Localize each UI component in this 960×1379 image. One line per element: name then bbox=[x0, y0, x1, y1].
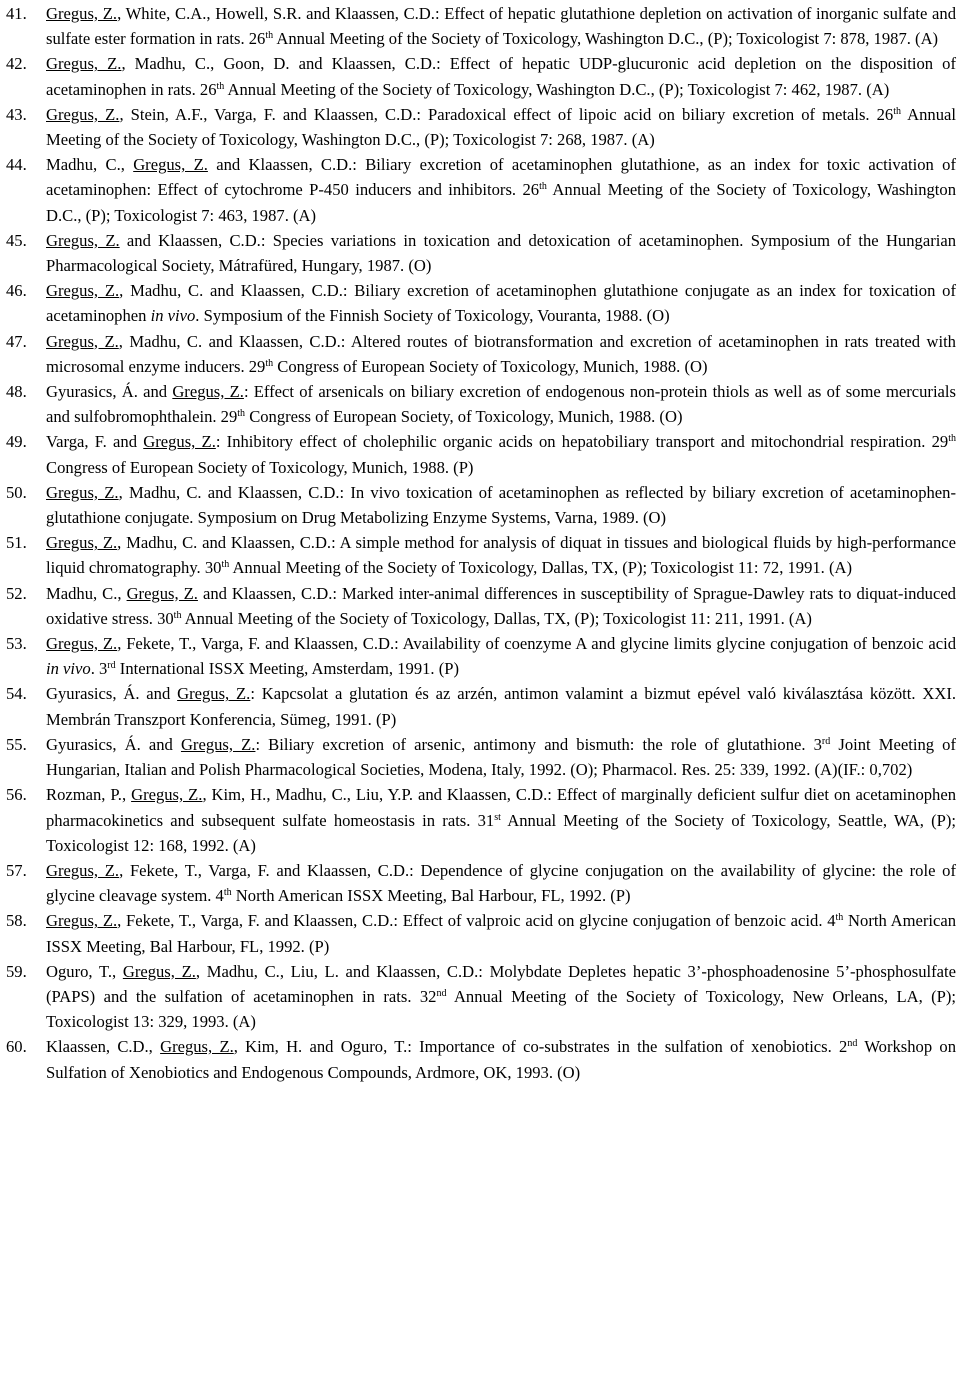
publication-entry bbox=[6, 530, 956, 580]
citation-text: , Madhu, C. and Klaassen, C.D.: In vivo toxication of acetaminophen as reflected by biliary excretion of acetaminophen-glutathione conjugate. Symposium on Drug Metabolizing Enzyme Systems, Varna, 1989. (O) bbox=[46, 482, 956, 528]
entry-number: 52. bbox=[6, 583, 27, 603]
citation-text: : Kapcsolat a glutation és az arzén, antimon valamint a bizmut epével való kiválasztása között. XXI. Membrán Transzport Konferencia, Sümeg, 1991. (P) bbox=[46, 684, 956, 729]
entry-citation bbox=[46, 152, 956, 228]
citation-text: and Klaassen, C.D.: Marked inter-animal differences in susceptibility of Sprague-Dawley rats to diquat-induced oxidative stress. 30 bbox=[46, 583, 956, 628]
entry-number: 57. bbox=[6, 860, 27, 880]
ordinal-suffix: rd bbox=[821, 735, 831, 747]
citation-text: Madhu, C., bbox=[46, 155, 134, 175]
publication-list bbox=[6, 1, 956, 1085]
publication-entry bbox=[6, 51, 956, 101]
underlined-author: Gregus, Z. bbox=[46, 4, 118, 23]
publication-entry bbox=[6, 102, 956, 152]
underlined-author: Gregus, Z. bbox=[133, 155, 208, 175]
ordinal-suffix: th bbox=[237, 408, 246, 420]
citation-text: : Biliary excretion of arsenic, antimony and bismuth: the role of glutathione. 3 bbox=[255, 734, 822, 754]
underlined-author: Gregus, Z. bbox=[46, 533, 118, 553]
citation-text: Annual Meeting of the Society of Toxicology, Washington D.C., (P); Toxicologist 7: 463, 1987. (A) bbox=[46, 180, 956, 225]
citation-text: , Madhu, C., Goon, D. and Klaassen, C.D.: Effect of hepatic UDP-glucuronic acid depletion on the disposition of acetaminophen in rats. 26 bbox=[46, 54, 956, 99]
entry-citation bbox=[46, 480, 956, 530]
ordinal-suffix: st bbox=[494, 811, 501, 823]
ordinal-suffix: nd bbox=[436, 987, 447, 999]
ordinal-suffix: th bbox=[221, 559, 230, 571]
publication-entry bbox=[6, 329, 956, 379]
citation-text: , Madhu, C. and Klaassen, C.D.: A simple method for analysis of diquat in tissues and biological fluids by high-performance liquid chromatography. 30 bbox=[46, 533, 956, 578]
publication-entry bbox=[6, 278, 956, 328]
entry-citation bbox=[46, 379, 956, 429]
ordinal-suffix: th bbox=[173, 609, 182, 621]
ordinal-suffix: th bbox=[216, 80, 225, 92]
entry-citation bbox=[46, 102, 956, 152]
underlined-author: Gregus, Z. bbox=[143, 432, 216, 452]
citation-text: : Effect of arsenicals on biliary excretion of endogenous non-protein thiols as well as of some mercurials and sulfobromophthalein. 29 bbox=[46, 382, 956, 427]
entry-number: 41. bbox=[6, 4, 27, 23]
entry-number: 53. bbox=[6, 634, 27, 654]
citation-text: Gyurasics, Á. and bbox=[46, 382, 173, 402]
citation-text: Gyurasics, Á. and bbox=[46, 734, 181, 754]
entry-number: 60. bbox=[6, 1037, 27, 1057]
citation-text: : Inhibitory effect of cholephilic organic acids on hepatobiliary transport and mitochondrial respiration. 29 bbox=[215, 432, 949, 452]
citation-text: , Kim, H., Madhu, C., Liu, Y.P. and Klaassen, C.D.: Effect of marginally deficient sulfur diet on acetaminophen pharmacokinetics and subsequent sulfate homeostasis in rats. 31 bbox=[46, 785, 956, 830]
publication-entry bbox=[6, 908, 956, 958]
entry-citation bbox=[46, 858, 956, 908]
entry-number: 49. bbox=[6, 432, 27, 452]
citation-text: , Madhu, C. and Klaassen, C.D.: Biliary excretion of acetaminophen glutathione conjugate as an index for toxication of acetaminophen bbox=[46, 281, 956, 326]
ordinal-suffix: th bbox=[539, 181, 547, 193]
underlined-author: Gregus, Z. bbox=[46, 281, 120, 301]
italic-text: in vivo bbox=[46, 659, 91, 679]
citation-text: Rozman, P., bbox=[46, 785, 132, 805]
citation-text: , Stein, A.F., Varga, F. and Klaassen, C.D.: Paradoxical effect of lipoic acid on biliary excretion of metals. 26 bbox=[119, 104, 894, 124]
publication-entry bbox=[6, 429, 956, 479]
citation-text: Annual Meeting of the Society of Toxicology, Dallas, TX, (P); Toxicologist 11: 211, 1991. (A) bbox=[181, 608, 812, 628]
italic-text: in vivo bbox=[150, 306, 196, 326]
publication-entry bbox=[6, 228, 956, 278]
publication-entry bbox=[6, 152, 956, 228]
citation-text: Annual Meeting of the Society of Toxicology, New Orleans, LA, (P); Toxicologist 13: 329, 1993. (A) bbox=[46, 986, 956, 1032]
publication-entry bbox=[6, 1, 956, 51]
entry-number: 44. bbox=[6, 155, 27, 175]
citation-text: International ISSX Meeting, Amsterdam, 1991. (P) bbox=[115, 659, 459, 679]
entry-number: 55. bbox=[6, 734, 27, 754]
publication-entry bbox=[6, 959, 956, 1035]
citation-text: . Symposium of the Finnish Society of Toxicology, Vouranta, 1988. (O) bbox=[195, 306, 670, 326]
underlined-author: Gregus, Z. bbox=[46, 482, 119, 502]
entry-citation bbox=[46, 631, 956, 681]
entry-citation bbox=[46, 1, 956, 51]
ordinal-suffix: th bbox=[265, 30, 274, 42]
publication-entry bbox=[6, 681, 956, 731]
underlined-author: Gregus, Z. bbox=[172, 382, 244, 402]
ordinal-suffix: th bbox=[265, 357, 274, 369]
citation-text: Congress of European Society of Toxicology, Munich, 1988. (P) bbox=[46, 457, 474, 477]
entry-number: 59. bbox=[6, 961, 27, 981]
citation-text: Gyurasics, Á. and bbox=[46, 684, 178, 704]
publication-entry bbox=[6, 782, 956, 858]
ordinal-suffix: th bbox=[893, 105, 901, 117]
ordinal-suffix: rd bbox=[107, 660, 116, 672]
citation-text: Annual Meeting of the Society of Toxicology, Dallas, TX, (P); Toxicologist 11: 72, 1991. (A) bbox=[229, 558, 853, 578]
entry-number: 51. bbox=[6, 533, 27, 553]
entry-citation bbox=[46, 959, 956, 1035]
entry-citation bbox=[46, 228, 956, 278]
citation-text: Joint Meeting of Hungarian, Italian and Polish Pharmacological Societies, Modena, Italy, 1992. (O); Pharmacol. Res. 25: 339, 1992. (A)(IF.: 0,702) bbox=[46, 734, 957, 780]
underlined-author: Gregus, Z. bbox=[180, 734, 256, 754]
entry-citation bbox=[46, 681, 956, 731]
citation-text: and Klaassen, C.D.: Species variations in toxication and detoxication of acetaminophen. Symposium of the Hungarian Pharmacological Society, Mátrafüred, Hungary, 1987. (O) bbox=[46, 230, 956, 276]
entry-citation bbox=[46, 429, 956, 479]
entry-number: 46. bbox=[6, 281, 27, 301]
citation-text: , Madhu, C., Liu, L. and Klaassen, C.D.: Molybdate Depletes hepatic 3’-phosphoadenosine 5’-phosphosulfate (PAPS) and the sulfation of acetaminophen in rats. 32 bbox=[46, 961, 956, 1006]
publication-entry bbox=[6, 379, 956, 429]
entry-citation bbox=[46, 530, 956, 580]
publication-entry bbox=[6, 1034, 956, 1084]
citation-text: Klaassen, C.D., bbox=[46, 1037, 161, 1057]
entry-citation bbox=[46, 908, 956, 958]
underlined-author: Gregus, Z. bbox=[46, 230, 120, 250]
entry-number: 56. bbox=[6, 785, 27, 805]
underlined-author: Gregus, Z. bbox=[126, 583, 198, 603]
entry-citation bbox=[46, 278, 956, 328]
underlined-author: Gregus, Z. bbox=[46, 911, 118, 931]
citation-text: , White, C.A., Howell, S.R. and Klaassen, C.D.: Effect of hepatic glutathione depletion on activation of inorganic sulfate and sulfate ester formation in rats. 26 bbox=[46, 4, 956, 49]
citation-text: Varga, F. and bbox=[46, 432, 144, 452]
entry-number: 47. bbox=[6, 331, 27, 351]
entry-citation bbox=[46, 1034, 956, 1084]
citation-text: , Kim, H. and Oguro, T.: Importance of co-substrates in the sulfation of xenobiotics. 2 bbox=[233, 1037, 848, 1057]
citation-text: Madhu, C., bbox=[46, 583, 127, 603]
citation-text: , Fekete, T., Varga, F. and Klaassen, C.D.: Dependence of glycine conjugation on the availability of glycine: the role of glycine cleavage system. 4 bbox=[46, 860, 956, 906]
citation-text: , Madhu, C. and Klaassen, C.D.: Altered routes of biotransformation and excretion of acetaminophen in rats treated with microsomal enzyme inducers. 29 bbox=[46, 331, 956, 376]
citation-text: Annual Meeting of the Society of Toxicology, Washington D.C., (P); Toxicologist 7: 462, 1987. (A) bbox=[224, 79, 890, 99]
publication-entry bbox=[6, 480, 956, 530]
citation-text: , Fekete, T., Varga, F. and Klaassen, C.D.: Effect of valproic acid on glycine conjugation of benzoic acid. 4 bbox=[117, 911, 836, 931]
underlined-author: Gregus, Z. bbox=[46, 634, 118, 654]
citation-text: Workshop on Sulfation of Xenobiotics and Endogenous Compounds, Ardmore, OK, 1993. (O) bbox=[46, 1037, 956, 1082]
underlined-author: Gregus, Z. bbox=[46, 331, 119, 351]
entry-number: 58. bbox=[6, 911, 27, 931]
entry-number: 43. bbox=[6, 104, 27, 124]
underlined-author: Gregus, Z. bbox=[46, 54, 122, 74]
entry-number: 50. bbox=[6, 482, 27, 502]
underlined-author: Gregus, Z. bbox=[177, 684, 251, 704]
entry-citation bbox=[46, 782, 956, 858]
citation-text: Congress of European Society of Toxicology, Munich, 1988. (O) bbox=[273, 356, 708, 376]
entry-number: 48. bbox=[6, 382, 27, 402]
ordinal-suffix: th bbox=[223, 887, 232, 899]
entry-citation bbox=[46, 329, 956, 379]
publication-entry bbox=[6, 631, 956, 681]
underlined-author: Gregus, Z. bbox=[46, 860, 120, 880]
underlined-author: Gregus, Z. bbox=[160, 1037, 234, 1057]
publication-entry bbox=[6, 858, 956, 908]
ordinal-suffix: th bbox=[835, 912, 844, 924]
underlined-author: Gregus, Z. bbox=[46, 104, 120, 124]
entry-citation bbox=[46, 581, 956, 631]
ordinal-suffix: th bbox=[948, 433, 957, 445]
citation-text: North American ISSX Meeting, Bal Harbour, FL, 1992. (P) bbox=[231, 886, 631, 906]
entry-number: 42. bbox=[6, 54, 27, 74]
underlined-author: Gregus, Z. bbox=[131, 785, 203, 805]
publication-entry bbox=[6, 732, 956, 782]
citation-text: Oguro, T., bbox=[46, 961, 123, 981]
citation-text: . 3 bbox=[90, 659, 108, 679]
entry-number: 54. bbox=[6, 684, 27, 704]
citation-text: , Fekete, T., Varga, F. and Klaassen, C.D.: Availability of coenzyme A and glycine limits glycine conjugation of benzoic acid bbox=[117, 634, 956, 654]
entry-number: 45. bbox=[6, 230, 27, 250]
entry-citation bbox=[46, 51, 956, 101]
publication-entry bbox=[6, 581, 956, 631]
citation-text: Congress of European Society, of Toxicology, Munich, 1988. (O) bbox=[245, 407, 683, 427]
citation-text: and Klaassen, C.D.: Biliary excretion of acetaminophen glutathione, as an index for toxic activation of acetaminophen: Effect of cytochrome P-450 inducers and inhibitors. 26 bbox=[46, 155, 956, 200]
citation-text: Annual Meeting of the Society of Toxicology, Washington D.C., (P); Toxicologist 7: 268, 1987. (A) bbox=[46, 104, 956, 150]
underlined-author: Gregus, Z. bbox=[122, 961, 196, 981]
citation-text: Annual Meeting of the Society of Toxicology, Seattle, WA, (P); Toxicologist 12: 168, 1992. (A) bbox=[46, 810, 956, 855]
entry-citation bbox=[46, 732, 956, 782]
citation-text: North American ISSX Meeting, Bal Harbour, FL, 1992. (P) bbox=[46, 911, 956, 956]
ordinal-suffix: nd bbox=[847, 1038, 858, 1050]
citation-text: Annual Meeting of the Society of Toxicology, Washington D.C., (P); Toxicologist 7: 878, 1987. (A) bbox=[273, 29, 939, 49]
